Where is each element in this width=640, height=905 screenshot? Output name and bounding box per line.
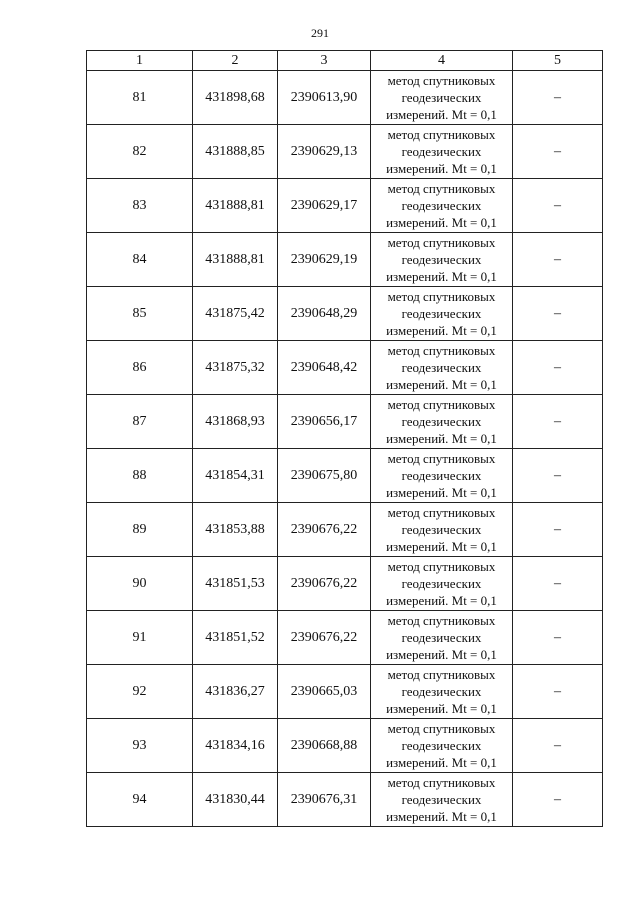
method-description: метод спутниковых геодезических измерений. Mt = 0,1 [371, 287, 513, 341]
coordinate-y: 2390676,31 [278, 773, 371, 827]
column-header-5: 5 [513, 51, 603, 71]
table-row [87, 557, 603, 611]
point-number: 87 [87, 395, 193, 449]
method-description: метод спутниковых геодезических измерений. Mt = 0,1 [371, 233, 513, 287]
coordinate-x: 431875,42 [193, 287, 278, 341]
method-description: метод спутниковых геодезических измерений. Mt = 0,1 [371, 449, 513, 503]
coordinate-x: 431888,85 [193, 125, 278, 179]
table-body [87, 71, 603, 827]
note-cell: – [513, 719, 603, 773]
coordinate-y: 2390629,13 [278, 125, 371, 179]
table-row [87, 611, 603, 665]
note-cell: – [513, 611, 603, 665]
coordinate-y: 2390676,22 [278, 557, 371, 611]
note-cell: – [513, 125, 603, 179]
method-description: метод спутниковых геодезических измерений. Mt = 0,1 [371, 557, 513, 611]
method-description: метод спутниковых геодезических измерений. Mt = 0,1 [371, 665, 513, 719]
method-description: метод спутниковых геодезических измерений. Mt = 0,1 [371, 395, 513, 449]
column-header-1: 1 [87, 51, 193, 71]
coordinate-x: 431868,93 [193, 395, 278, 449]
note-cell: – [513, 71, 603, 125]
table-row [87, 449, 603, 503]
coordinate-y: 2390676,22 [278, 503, 371, 557]
coordinate-y: 2390668,88 [278, 719, 371, 773]
table-row [87, 395, 603, 449]
method-description: метод спутниковых геодезических измерений. Mt = 0,1 [371, 719, 513, 773]
coordinate-x: 431853,88 [193, 503, 278, 557]
coordinate-x: 431836,27 [193, 665, 278, 719]
note-cell: – [513, 665, 603, 719]
point-number: 93 [87, 719, 193, 773]
point-number: 88 [87, 449, 193, 503]
coordinate-x: 431898,68 [193, 71, 278, 125]
point-number: 81 [87, 71, 193, 125]
method-description: метод спутниковых геодезических измерений. Mt = 0,1 [371, 503, 513, 557]
method-description: метод спутниковых геодезических измерений. Mt = 0,1 [371, 71, 513, 125]
method-description: метод спутниковых геодезических измерений. Mt = 0,1 [371, 341, 513, 395]
point-number: 86 [87, 341, 193, 395]
coordinate-x: 431888,81 [193, 233, 278, 287]
table-row [87, 341, 603, 395]
note-cell: – [513, 287, 603, 341]
column-header-2: 2 [193, 51, 278, 71]
coordinate-x: 431854,31 [193, 449, 278, 503]
table-row [87, 503, 603, 557]
coordinate-x: 431851,52 [193, 611, 278, 665]
table-row [87, 719, 603, 773]
coordinate-x: 431851,53 [193, 557, 278, 611]
method-description: метод спутниковых геодезических измерений. Mt = 0,1 [371, 125, 513, 179]
coordinate-y: 2390648,29 [278, 287, 371, 341]
method-description: метод спутниковых геодезических измерений. Mt = 0,1 [371, 611, 513, 665]
coordinate-y: 2390675,80 [278, 449, 371, 503]
coordinate-x: 431875,32 [193, 341, 278, 395]
point-number: 89 [87, 503, 193, 557]
point-number: 82 [87, 125, 193, 179]
table-row [87, 233, 603, 287]
table-row [87, 125, 603, 179]
coordinate-y: 2390629,19 [278, 233, 371, 287]
point-number: 90 [87, 557, 193, 611]
coordinates-table [86, 50, 603, 827]
header-row [87, 51, 603, 71]
coordinate-x: 431834,16 [193, 719, 278, 773]
note-cell: – [513, 179, 603, 233]
coordinate-y: 2390656,17 [278, 395, 371, 449]
coordinate-x: 431888,81 [193, 179, 278, 233]
note-cell: – [513, 341, 603, 395]
column-header-3: 3 [278, 51, 371, 71]
note-cell: – [513, 503, 603, 557]
point-number: 91 [87, 611, 193, 665]
note-cell: – [513, 557, 603, 611]
coordinate-y: 2390676,22 [278, 611, 371, 665]
note-cell: – [513, 773, 603, 827]
table-header [87, 51, 603, 71]
point-number: 83 [87, 179, 193, 233]
point-number: 85 [87, 287, 193, 341]
table-row [87, 71, 603, 125]
note-cell: – [513, 449, 603, 503]
table-row [87, 773, 603, 827]
coordinate-y: 2390629,17 [278, 179, 371, 233]
table-row [87, 179, 603, 233]
coordinate-y: 2390613,90 [278, 71, 371, 125]
column-header-4: 4 [371, 51, 513, 71]
coordinate-y: 2390648,42 [278, 341, 371, 395]
page-number: 291 [311, 26, 329, 40]
note-cell: – [513, 233, 603, 287]
note-cell: – [513, 395, 603, 449]
table-row [87, 287, 603, 341]
point-number: 92 [87, 665, 193, 719]
coordinate-y: 2390665,03 [278, 665, 371, 719]
point-number: 94 [87, 773, 193, 827]
method-description: метод спутниковых геодезических измерений. Mt = 0,1 [371, 179, 513, 233]
coordinate-x: 431830,44 [193, 773, 278, 827]
table-row [87, 665, 603, 719]
point-number: 84 [87, 233, 193, 287]
method-description: метод спутниковых геодезических измерений. Mt = 0,1 [371, 773, 513, 827]
